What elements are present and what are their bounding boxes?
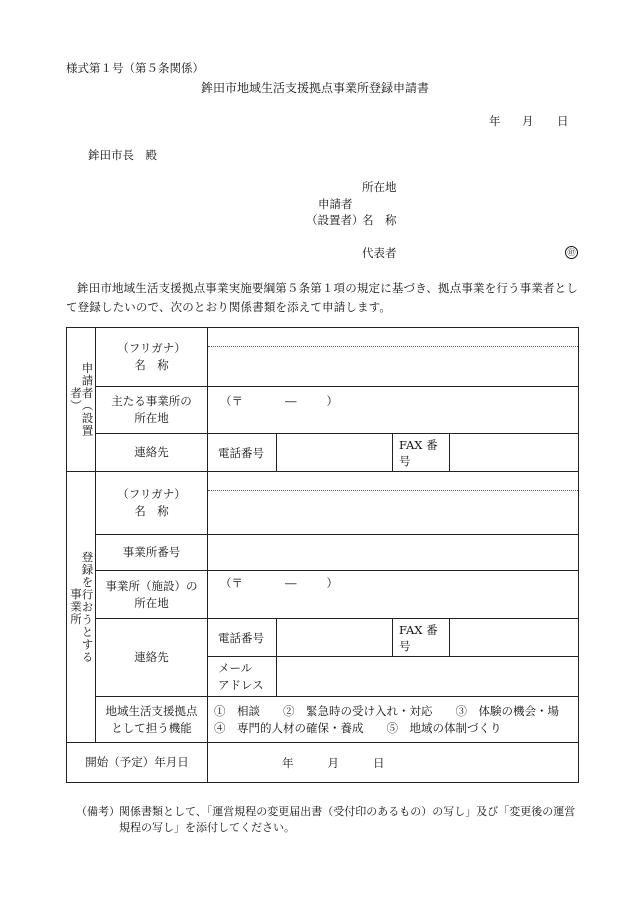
start-day: 日 <box>373 755 385 770</box>
address-label: 所在地 <box>362 180 397 194</box>
function-line2: として担う機能 <box>111 720 192 735</box>
office-phone-label: 電話番号 <box>208 619 277 657</box>
section-applicant-label: 申請者（設置者） <box>69 362 95 437</box>
form-title: 鉾田市地域生活支援拠点事業所登録申請書 <box>200 81 429 95</box>
postal-close: ） <box>326 576 338 590</box>
mail-line2: アドレス <box>218 677 264 692</box>
applicant-name-input[interactable] <box>208 347 578 386</box>
applicant-furigana-field[interactable] <box>208 328 578 347</box>
function-options-row2[interactable]: ④ 専門的人材の確保・養成 ⑤ 地域の体制づくり <box>214 720 502 735</box>
applicant-phone-field[interactable] <box>277 434 393 472</box>
start-month: 月 <box>327 755 339 770</box>
section-office-label: 登録を行おうとする事業所 <box>69 550 95 664</box>
office-name-header <box>96 472 208 535</box>
applicant-fax-field[interactable] <box>450 434 579 472</box>
establisher-label: （設置者） <box>306 213 364 227</box>
office-furigana-label: （フリガナ） <box>117 487 186 501</box>
postal-open: （〒 <box>220 394 243 408</box>
application-table <box>66 327 579 783</box>
name-label: 名 称 <box>362 213 397 227</box>
form-number: 様式第１号（第５条関係） <box>66 61 204 75</box>
office-number-field[interactable] <box>208 535 579 571</box>
applicant-name-header <box>96 328 208 387</box>
office-name-field[interactable] <box>208 472 579 535</box>
office-name-label: 名 称 <box>134 504 169 518</box>
applicant-contact-header: 連絡先 <box>96 434 208 472</box>
furigana-label: （フリガナ） <box>117 341 186 355</box>
facility-postal-code <box>208 575 578 591</box>
postal-dash: ― <box>285 394 297 408</box>
office-fax-field[interactable] <box>450 619 579 657</box>
addressee: 鉾田市長 殿 <box>88 148 157 162</box>
remarks-label: （備考） <box>76 805 120 818</box>
applicant-label: 申請者 <box>318 197 353 211</box>
main-office-header <box>96 387 208 434</box>
postal-code <box>208 393 578 409</box>
representative-label: 代表者 <box>362 246 397 260</box>
main-office-line1: 主たる事業所の <box>111 394 192 408</box>
start-date-field[interactable] <box>208 743 579 783</box>
office-fax-label: FAX 番号 <box>393 619 450 657</box>
mail-line1: メール <box>218 660 253 675</box>
mail-label <box>208 657 277 697</box>
function-line1: 地域生活支援拠点 <box>105 703 198 718</box>
facility-address-field[interactable] <box>208 571 579 619</box>
office-phone-field[interactable] <box>277 619 393 657</box>
office-contact-header: 連絡先 <box>96 619 208 697</box>
facility-address-header <box>96 571 208 619</box>
section-applicant <box>67 328 96 472</box>
postal-open: （〒 <box>220 576 243 590</box>
mail-field[interactable] <box>277 657 579 697</box>
function-header <box>96 697 208 743</box>
date-month: 月 <box>522 114 534 128</box>
request-statement: 鉾田市地域生活支援拠点事業実施要綱第５条第１項の規定に基づき、拠点事業を行う事業者として登録したいので、次のとおり関係書類を添えて申請します。 <box>66 281 578 314</box>
postal-dash: ― <box>285 576 297 590</box>
function-options[interactable] <box>208 697 579 743</box>
start-date-header: 開始（予定）年月日 <box>67 743 208 783</box>
seal-icon: ㊞ <box>565 246 578 259</box>
office-number-header: 事業所番号 <box>96 535 208 571</box>
office-furigana-field[interactable] <box>208 472 578 491</box>
main-office-line2: 所在地 <box>134 411 169 425</box>
start-year: 年 <box>282 755 294 770</box>
facility-line2: 所在地 <box>134 595 169 610</box>
main-office-address-field[interactable] <box>208 387 579 434</box>
remarks-text: 関係書類として、「運営規程の変更届出書（受付印のあるもの）の写し」及び「変更後の運営規程の写し」を添付してください。 <box>119 805 576 834</box>
date-day: 日 <box>557 114 569 128</box>
date-year: 年 <box>489 114 501 128</box>
function-options-row1[interactable]: ① 相談 ② 緊急時の受け入れ・対応 ③ 体験の機会・場 <box>214 703 559 718</box>
name-label: 名 称 <box>134 358 169 372</box>
applicant-fax-label: FAX 番号 <box>393 434 450 472</box>
applicant-phone-label: 電話番号 <box>208 434 277 472</box>
postal-close: ） <box>326 394 338 408</box>
office-name-input[interactable] <box>208 491 578 534</box>
facility-line1: 事業所（施設）の <box>105 578 198 593</box>
section-office <box>67 472 96 743</box>
applicant-name-field[interactable] <box>208 328 579 387</box>
